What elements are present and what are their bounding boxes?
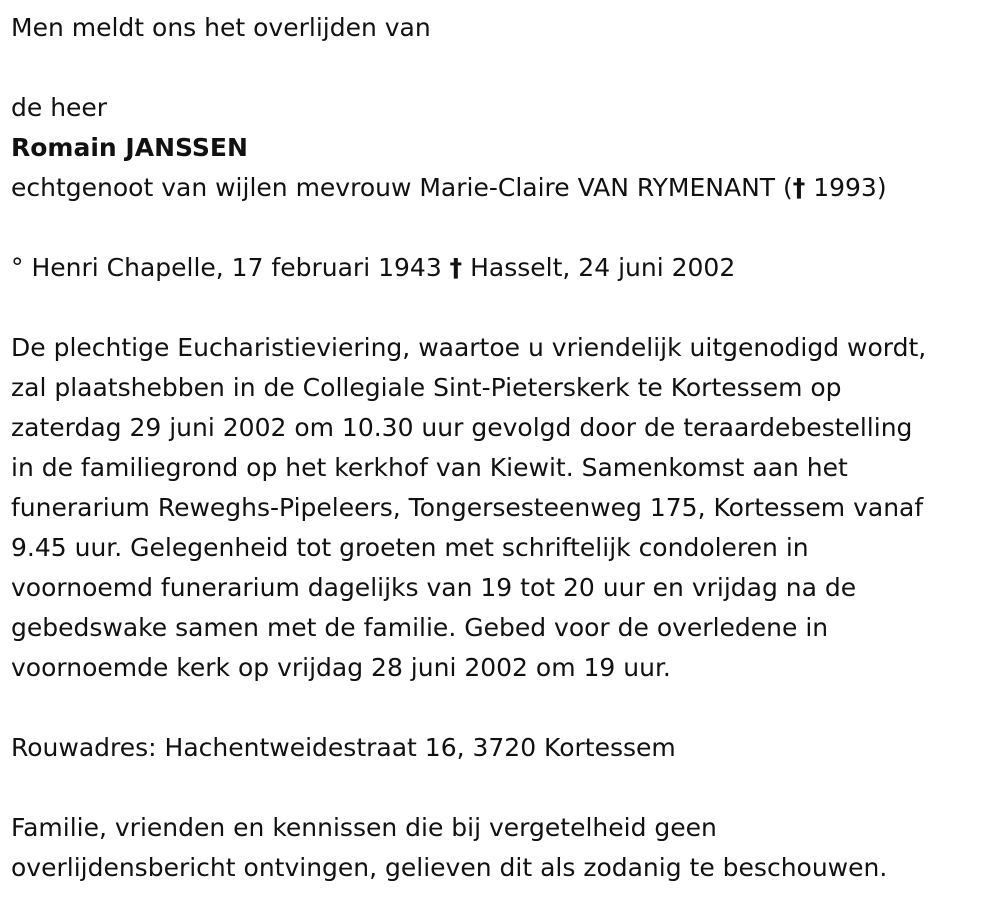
closing-line: Familie, vrienden en kennissen die bij vergetelheid geen xyxy=(11,813,717,842)
cross-icon: † xyxy=(792,173,806,202)
spouse-line xyxy=(11,168,1000,208)
ceremony-line: De plechtige Eucharistieviering, waartoe u vriendelijk uitgenodigd wordt, xyxy=(11,333,927,362)
spacer xyxy=(11,288,1000,328)
spacer xyxy=(11,768,1000,808)
intro-line: Men meldt ons het overlijden van xyxy=(11,13,431,42)
ceremony-line: funerarium Reweghs-Pipeleers, Tongersesteenweg 175, Kortessem vanaf xyxy=(11,493,924,522)
spouse-text: echtgenoot van wijlen mevrouw Marie-Claire VAN RYMENANT ( xyxy=(11,173,793,202)
spacer xyxy=(11,208,1000,248)
spacer xyxy=(11,48,1000,88)
mourning-address: Rouwadres: Hachentweidestraat 16, 3720 Kortessem xyxy=(11,733,676,762)
spouse-death-year: 1993) xyxy=(805,173,887,202)
deceased-name: Romain JANSSEN xyxy=(11,133,248,162)
ceremony-line: 9.45 uur. Gelegenheid tot groeten met schriftelijk condoleren in xyxy=(11,533,809,562)
ceremony-line: in de familiegrond op het kerkhof van Kiewit. Samenkomst aan het xyxy=(11,453,848,482)
ceremony-line: zaterdag 29 juni 2002 om 10.30 uur gevolgd door de teraardebestelling xyxy=(11,413,913,442)
spacer xyxy=(11,688,1000,728)
closing-paragraph xyxy=(11,808,1000,888)
death-info: Hasselt, 24 juni 2002 xyxy=(462,253,736,282)
birth-info: ° Henri Chapelle, 17 februari 1943 xyxy=(11,253,450,282)
closing-line: overlijdensbericht ontvingen, gelieven dit als zodanig te beschouwen. xyxy=(11,853,888,882)
ceremony-paragraph xyxy=(11,328,1000,688)
ceremony-line: gebedswake samen met de familie. Gebed voor de overledene in xyxy=(11,613,829,642)
birth-death-line xyxy=(11,248,1000,288)
ceremony-line: voornoemde kerk op vrijdag 28 juni 2002 om 19 uur. xyxy=(11,653,671,682)
cross-icon: † xyxy=(449,253,463,282)
ceremony-line: zal plaatshebben in de Collegiale Sint-Pieterskerk te Kortessem op xyxy=(11,373,842,402)
ceremony-line: voornoemd funerarium dagelijks van 19 tot 20 uur en vrijdag na de xyxy=(11,573,857,602)
honorific: de heer xyxy=(11,93,108,122)
